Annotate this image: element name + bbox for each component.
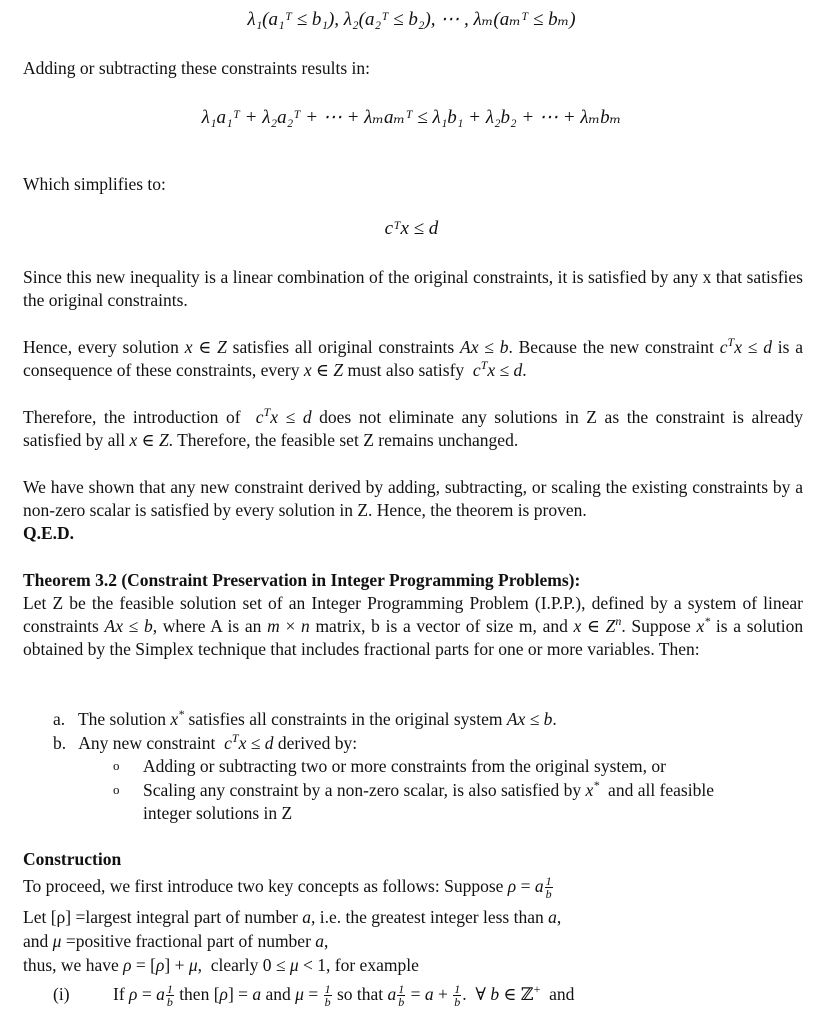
list-item-a: a. The solution x* satisfies all constraints in the original system Ax ≤ b. [53, 707, 557, 729]
paragraph-shown: We have shown that any new constraint derived by adding, subtracting, or scaling the existing constraints by a non-zero scalar is satisfied by every solution in Z. Hence, the theorem is proven. [23, 477, 803, 520]
qed: Q.E.D. [23, 523, 75, 543]
theorem-title: Theorem 3.2 (Constraint Preservation in Integer Programming Problems): [23, 570, 581, 590]
sub-item-1: Adding or subtracting two or more constraints from the original system, or [143, 756, 666, 776]
equation-sum: λ₁a₁ᵀ + λ₂a₂ᵀ + ⋯ + λₘaₘᵀ ≤ λ₁b₁ + λ₂b₂ + ⋯ + λₘbₘ [201, 107, 622, 128]
paragraph-simplifies: Which simplifies to: [23, 174, 166, 194]
construction-item-i-marker: (i) [53, 984, 70, 1004]
construction-line-4: thus, we have ρ = [ρ] + μ, clearly 0 ≤ μ < 1, for example [23, 955, 419, 975]
paragraph-adding: Adding or subtracting these constraints results in: [23, 58, 371, 78]
equation-multipliers: λ₁(a₁ᵀ ≤ b₁), λ₂(a₂ᵀ ≤ b₂), ⋯ , λₘ(aₘᵀ ≤ bₘ) [247, 9, 576, 30]
list-item-b: b. Any new constraint $c^Tx \le d$ derived by: [53, 731, 358, 753]
construction-line-2: Let [ρ] =largest integral part of number a, i.e. the greatest integer less than a, [23, 907, 562, 927]
construction-line-1: To proceed, we first introduce two key concepts as follows: Suppose ρ = a $\frac{1}{b}$ [23, 874, 552, 902]
equation-new-constraint: cᵀx ≤ d [384, 218, 439, 239]
paragraph-therefore: Therefore, the introduction of $c^Tx \le d$ does not eliminate any solutions in Z as the constraint is already satisfied by all x ∈ Z. Therefore, the feasible set Z remains unchanged. [23, 405, 804, 450]
theorem-body: Let Z be the feasible solution set of an Integer Programming Problem (I.P.P.), defined by a system of linear constraints Ax ≤ b, where A is an m × n matrix, b is a vector of size m, and x ∈ $Z^n$. Suppose x* is a solution obtained by the Simplex technique that includes fractional parts for one or more variables. Then: [23, 593, 804, 659]
sub-item-2: Scaling any constraint by a non-zero scalar, is also satisfied by x* and all feasible [143, 778, 714, 800]
bullet-marker: o [113, 758, 120, 773]
sub-item-2-continued: integer solutions in Z [143, 803, 293, 823]
bullet-marker: o [113, 782, 120, 797]
paragraph-since: Since this new inequality is a linear combination of the original constraints, it is satisfied by any x that satisfies the original constraints. [23, 267, 803, 310]
construction-item-i: If ρ = a $\frac{1}{b}$ then [ρ] = a and μ = $\frac{1}{b}$ so that a $\frac{1}{b}$ = a + $\frac{1}{b}$ . ∀ b ∈ ℤ+ and [113, 982, 575, 1010]
paragraph-hence: Hence, every solution x ∈ Z satisfies all original constraints Ax ≤ b. Because the new constraint $c^Tx \le d$ is a consequence of these constraints, every x ∈ Z must also satisfy $c^Tx \le d$. [23, 335, 803, 380]
construction-title: Construction [23, 849, 122, 869]
construction-line-3: and μ =positive fractional part of number a, [23, 931, 329, 951]
